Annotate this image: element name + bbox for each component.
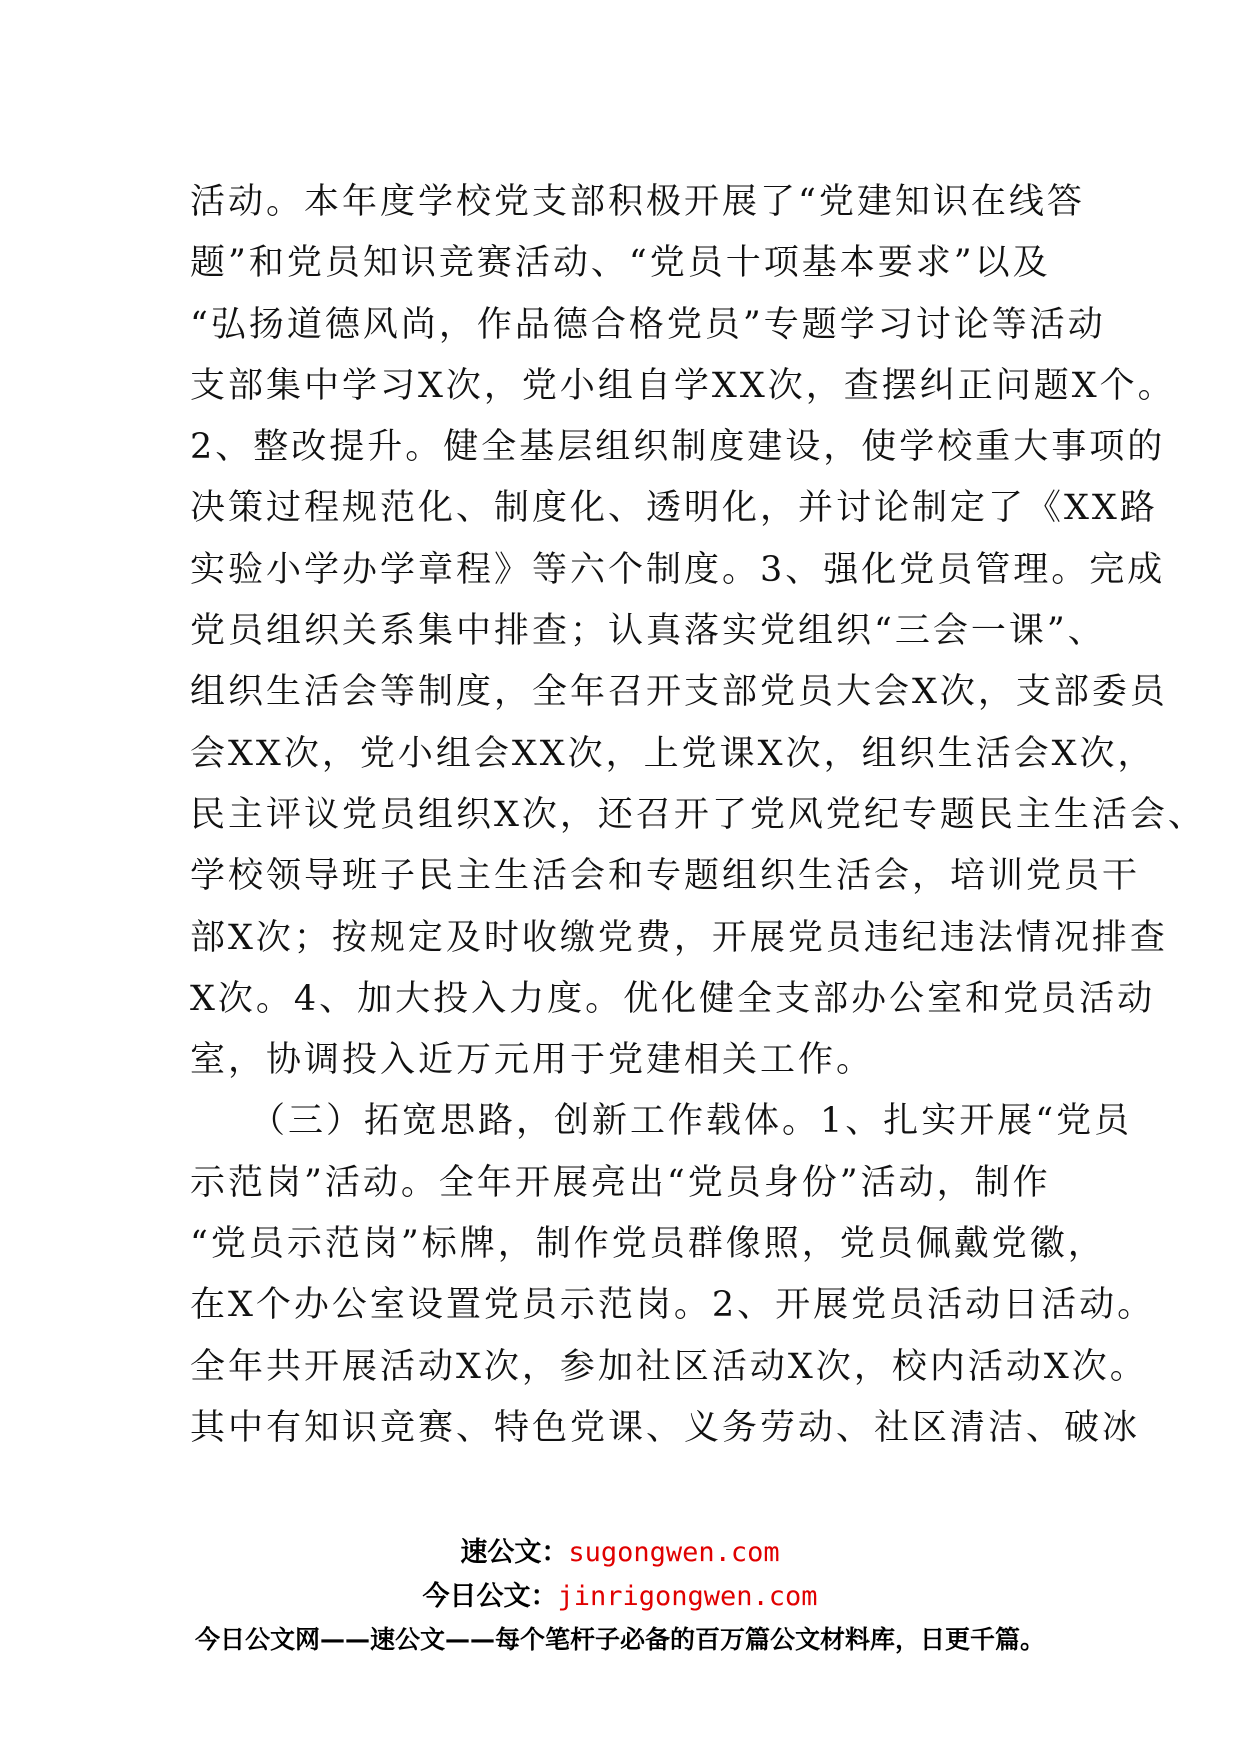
footer-link-sugongwen[interactable]: sugongwen.com <box>568 1537 780 1568</box>
footer-label-jinrigongwen: 今日公文： <box>422 1581 558 1612</box>
text-line: “党员示范岗”标牌，制作党员群像照，党员佩戴党徽， <box>190 1224 1106 1265</box>
document-body <box>190 172 1206 1459</box>
text-line: 活动。本年度学校党支部积极开展了“党建知识在线答 <box>190 182 1085 222</box>
text-line: 党员组织关系集中排查；认真落实党组织“三会一课”、 <box>190 611 1106 652</box>
text-line: 题”和党员知识竞赛活动、“党员十项基本要求”以及 <box>190 243 1051 284</box>
text-line: 全年共开展活动X次，参加社区活动X次，校内活动X次。 <box>190 1346 1148 1387</box>
text-line: 决策过程规范化、制度化、透明化，并讨论制定了《XX路 <box>190 488 1158 529</box>
footer-label-sugongwen: 速公文： <box>460 1537 569 1568</box>
text-line: 部X次；按规定及时收缴党费，开展党员违纪违法情况排查 <box>190 917 1168 958</box>
text-line: 实验小学办学章程》等六个制度。3、强化党员管理。完成 <box>190 549 1166 590</box>
text-line: 组织生活会等制度，全年召开支部党员大会X次，支部委员 <box>190 672 1168 713</box>
text-line: 支部集中学习X次，党小组自学XX次，查摆纠正问题X个。 <box>190 365 1176 406</box>
text-line: 2、整改提升。健全基层组织制度建设，使学校重大事项的 <box>190 427 1166 468</box>
text-line: 在X个办公室设置党员示范岗。2、开展党员活动日活动。 <box>190 1285 1156 1326</box>
footer-slogan: 今日公文网——速公文——每个笔杆子必备的百万篇公文材料库，日更千篇。 <box>194 1625 1045 1654</box>
text-line: 学校领导班子民主生活会和专题组织生活会，培训党员干 <box>190 856 1141 897</box>
text-line: 会XX次，党小组会XX次，上党课X次，组织生活会X次， <box>190 733 1156 774</box>
text-line: 其中有知识竞赛、特色党课、义务劳动、社区清洁、破冰 <box>190 1407 1141 1448</box>
footer-line-jinrigongwen <box>0 1574 1240 1613</box>
footer-line-sugongwen <box>0 1530 1240 1569</box>
text-line: 示范岗”活动。全年开展亮出“党员身份”活动，制作 <box>190 1162 1051 1203</box>
section-heading-line: （三）拓宽思路，创新工作载体。1、扎实开展“党员 <box>250 1101 1133 1142</box>
text-line: 室，协调投入近万元用于党建相关工作。 <box>190 1040 875 1081</box>
text-line: 民主评议党员组织X次，还召开了党风党纪专题民主生活会、 <box>190 794 1206 835</box>
footer-link-jinrigongwen[interactable]: jinrigongwen.com <box>557 1581 818 1612</box>
text-line: X次。4、加大投入力度。优化健全支部办公室和党员活动 <box>190 978 1156 1019</box>
text-line: “弘扬道德风尚，作品德合格党员”专题学习讨论等活动 <box>190 304 1106 345</box>
